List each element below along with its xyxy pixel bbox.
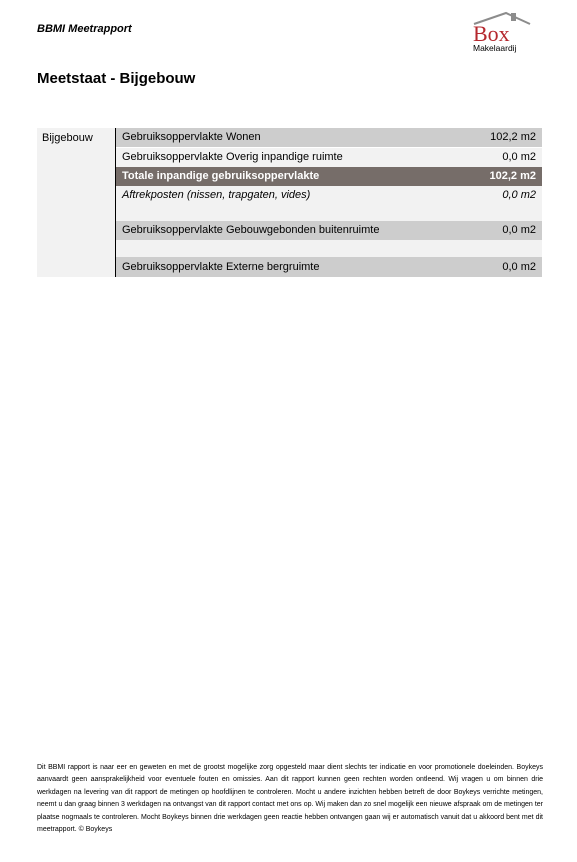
row-value: 102,2 m2	[490, 131, 536, 143]
box-makelaardij-logo	[470, 10, 532, 54]
row-value: 102,2 m2	[489, 170, 536, 182]
table-row-overig	[116, 148, 542, 167]
table-row-total	[116, 167, 542, 186]
row-label: Totale inpandige gebruiksoppervlakte	[122, 170, 320, 182]
row-label: Aftrekposten (nissen, trapgaten, vides)	[122, 189, 311, 201]
row-label: Gebruiksoppervlakte Wonen	[122, 131, 261, 143]
row-value: 0,0 m2	[502, 224, 536, 236]
section-label-column	[37, 128, 115, 277]
row-value: 0,0 m2	[502, 189, 536, 201]
page-title: Meetstaat - Bijgebouw	[37, 70, 196, 87]
table-row-wonen	[116, 128, 542, 147]
row-label: Gebruiksoppervlakte Externe bergruimte	[122, 261, 320, 273]
table-spacer	[116, 240, 542, 257]
report-header-title: BBMI Meetrapport	[37, 23, 132, 35]
disclaimer-footer: Dit BBMI rapport is naar eer en geweten en met de grootst mogelijke zorg opgesteld maar dient slechts ter indicatie en voor promotionele doeleinden. Boykeys aanvaardt geen aansprakelijkheid voor eventuele fouten en omissies. Aan dit rapport kunnen geen rechten worden ontleend. Wij vragen u om binnen drie werkdagen na levering van dit rapport de metingen op hoofdlijnen te controleren. Mocht u andere inzichten hebben betreft de door Boykeys verrichte metingen, neemt u dan graag binnen 3 werkdagen na ontvangst van dit rapport contact met ons op. Wij maken dan zo snel mogelijk een nieuwe afspraak om de metingen ter plaatse nogmaals te controleren. Mocht Boykeys binnen drie werkdagen geen reactie hebben ontvangen gaan wij er automatisch vanuit dat u akkoord bent met dit meetrapport. © Boykeys	[37, 764, 543, 834]
logo-subtext: Makelaardij	[473, 43, 517, 53]
row-value: 0,0 m2	[502, 151, 536, 163]
section-label: Bijgebouw	[42, 132, 93, 144]
table-row-buitenruimte	[116, 221, 542, 240]
logo-text: Box	[473, 21, 510, 46]
table-row-bergruimte	[116, 257, 542, 277]
table-spacer	[116, 205, 542, 221]
row-label: Gebruiksoppervlakte Overig inpandige ruimte	[122, 151, 343, 163]
table-row-aftrekposten	[116, 186, 542, 205]
row-label: Gebruiksoppervlakte Gebouwgebonden buitenruimte	[122, 224, 380, 236]
row-value: 0,0 m2	[502, 261, 536, 273]
